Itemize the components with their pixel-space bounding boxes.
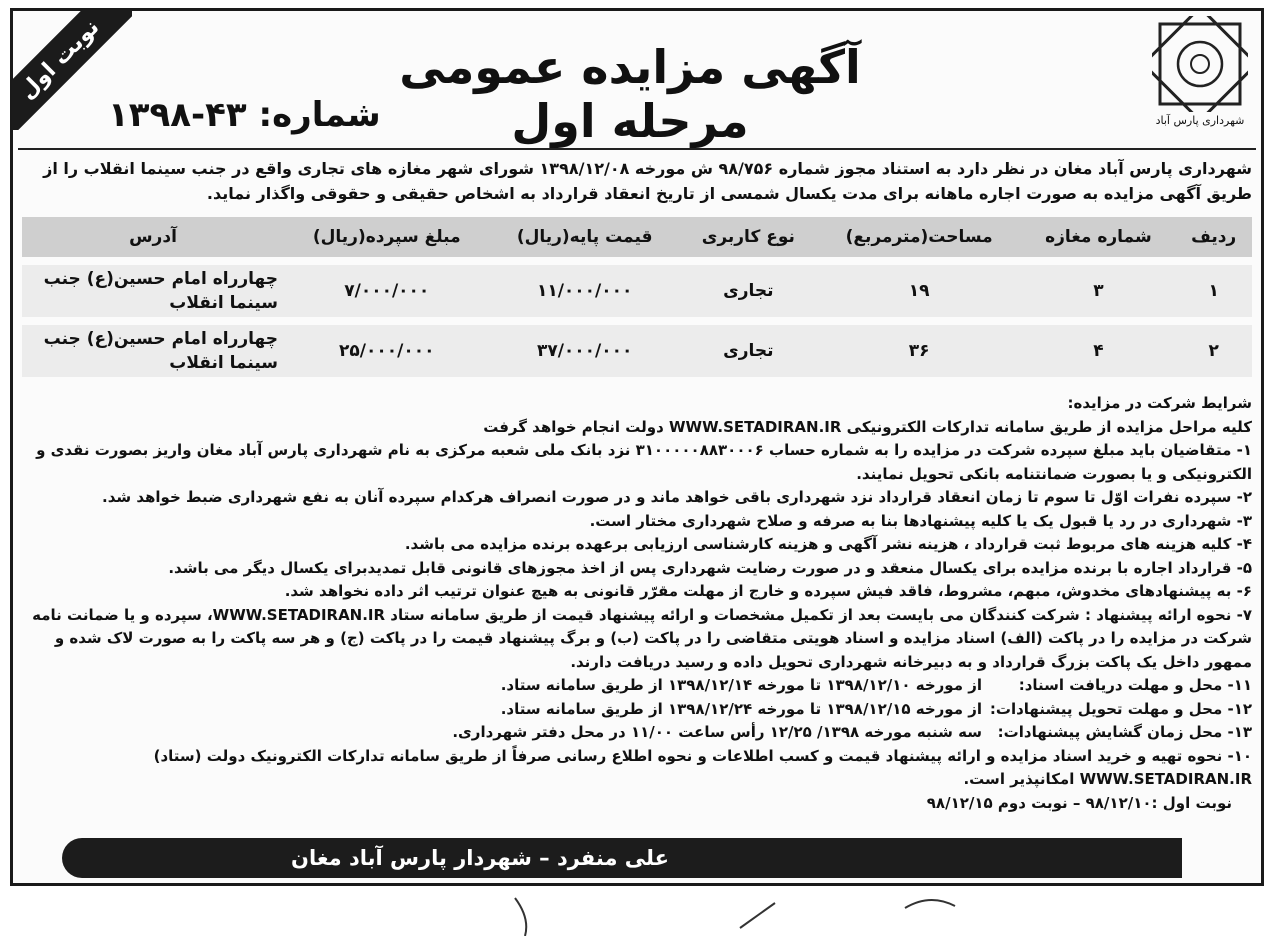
column-header: ردیف: [1175, 217, 1252, 261]
terms-item: ۷- نحوه ارائه پیشنهاد : شرکت کنندگان می بایست بعد از تکمیل مشخصات و ارائه پیشنهاد قیمت از طریق سامانه ستاد WWW.SETADIRAN.IR، سپرده و یا ضمانت نامه شرکت در مزایده را در پاکت (الف) اسناد مزایده و اسناد هویتی متقاضی را در پاکت (ب) و برگ پیشنهاد قیمت را در پاکت (ج) و هر سه پاکت را به صورت لاک شده و ممهور داخل یک پاکت بزرگ قرارداد و به دبیرخانه شهرداری تحویل داده و رسید دریافت دارند.: [32, 605, 1252, 671]
schedule-label: ۱۱- محل و مهلت دریافت اسناد:: [1018, 676, 1252, 694]
schedule-value: سه شنبه مورخه ۱۳۹۸/ ۱۲/۲۵ رأس ساعت ۱۱/۰۰ در محل دفتر شهرداری.: [452, 723, 982, 741]
table-cell: ۳۶: [817, 321, 1022, 377]
terms-item: ۶- به پیشنهادهای مخدوش، مبهم، مشروط، فاقد فیش سپرده و خارج از مهلت مقرّر قانونی به هیچ عنوان ترتیب اثر داده نخواهد شد.: [284, 582, 1252, 600]
schedule-value: از مورخه ۱۳۹۸/۱۲/۱۰ تا مورخه ۱۳۹۸/۱۲/۱۴ از طریق سامانه ستاد.: [500, 676, 982, 694]
schedule-list: [22, 674, 1252, 745]
column-header: نوع کاربری: [680, 217, 817, 261]
terms-section: [22, 392, 1252, 815]
terms-item: ۲- سپرده نفرات اوّل تا سوم تا زمان انعقاد قرارداد نزد شهرداری باقی خواهد ماند و در صورت انصراف هرکدام سپرده آنان به نفع شهرداری ضبط خواهد شد.: [102, 488, 1252, 506]
schedule-item: [22, 721, 1252, 745]
schedule-item: [22, 674, 1252, 698]
notice-title: آگهی مزایده عمومی مرحله اول: [399, 40, 861, 148]
table-body: [22, 261, 1252, 377]
table-cell: ۳: [1022, 261, 1176, 321]
table-cell: ۷/۰۰۰/۰۰۰: [284, 261, 490, 321]
table-cell: تجاری: [680, 261, 817, 321]
intro-paragraph: شهرداری پارس آباد مغان در نظر دارد به استناد مجوز شماره ۹۸/۷۵۶ ش مورخه ۱۳۹۸/۱۲/۰۸ شورای شهر مغازه های تجاری واقع در جنب سینما انقلاب را از طریق آگهی مزایده به صورت اجاره ماهانه برای مدت یکسال شمسی از تاریخ انعقاد قرارداد به اشخاص حقیقی و حقوقی واگذار نماید.: [43, 159, 1252, 203]
terms-item: کلیه مراحل مزایده از طریق سامانه تدارکات الکترونیکی WWW.SETADIRAN.IR دولت انجام خواهد گرفت: [483, 417, 1252, 436]
terms-item: ۳- شهرداری در رد یا قبول یک یا کلیه پیشنهادها بنا به صرفه و صلاح شهرداری مختار است.: [589, 511, 1252, 530]
table-cell: ۱۱/۰۰۰/۰۰۰: [490, 261, 680, 321]
table-cell: ۲۵/۰۰۰/۰۰۰: [284, 321, 490, 377]
terms-item: ۴- کلیه هزینه های مربوط ثبت قرارداد ، هزینه نشر آگهی و هزینه کارشناسی ارزیابی برعهده برنده مزایده می باشد.: [404, 535, 1252, 553]
logo-caption: شهرداری پارس آباد: [1155, 114, 1245, 127]
table-cell: ۱: [1175, 261, 1252, 321]
table-cell: ۳۷/۰۰۰/۰۰۰: [490, 321, 680, 377]
municipality-logo: [1144, 16, 1256, 134]
schedule-item: [22, 698, 1252, 722]
notice-number: شماره: ۴۳-۱۳۹۸: [108, 95, 381, 135]
terms-item: ۵- قرارداد اجاره با برنده مزایده برای یکسال منعقد و در صورت رضایت شهرداری پس از اخذ مجوزهای قانونی قابل تمدیدبرای یکسال دیگر می باشد.: [168, 558, 1252, 577]
table-row: [22, 321, 1252, 377]
column-header: مساحت(مترمربع): [817, 217, 1022, 261]
column-header: مبلغ سپرده(ریال): [284, 217, 490, 261]
column-header: شماره مغازه: [1022, 217, 1176, 261]
schedule-label: ۱۲- محل و مهلت تحویل پیشنهادات:: [989, 699, 1252, 718]
table-cell: چهارراه امام حسین(ع) جنب سینما انقلاب: [22, 261, 284, 321]
table-header-row: [22, 217, 1252, 261]
terms-list: [22, 416, 1252, 675]
table-cell: چهارراه امام حسین(ع) جنب سینما انقلاب: [22, 321, 284, 377]
handwritten-marks: [0, 888, 1274, 936]
table-cell: ۱۹: [817, 261, 1022, 321]
column-header: قیمت پایه(ریال): [490, 217, 680, 261]
schedule-label: ۱۳- محل زمان گشایش پیشنهادات:: [997, 723, 1252, 741]
shops-table: [22, 217, 1252, 377]
municipality-emblem-icon: [1152, 16, 1248, 112]
mayor-signature: علی منفرد – شهردار پارس آباد مغان: [291, 846, 669, 870]
column-header: آدرس: [22, 217, 284, 261]
table-row: [22, 261, 1252, 321]
table-cell: ۲: [1175, 321, 1252, 377]
first-round-ribbon: نوبت اول: [12, 10, 132, 130]
divider: [18, 148, 1256, 150]
table-cell: تجاری: [680, 321, 817, 377]
terms-heading: شرایط شرکت در مزایده:: [1067, 394, 1252, 412]
terms-item: ۱- متقاضیان باید مبلغ سپرده شرکت در مزایده را به شماره حساب ۳۱۰۰۰۰۰۸۸۳۰۰۰۶ نزد بانک ملی شعبه مرکزی به نام شهرداری پارس آباد مغان واریز بصورت نقدی و الکترونیکی و یا بصورت ضمانتنامه بانکی تحویل نمایند.: [36, 441, 1252, 483]
publication-dates: نوبت اول :۹۸/۱۲/۱۰ – نوبت دوم ۹۸/۱۲/۱۵: [926, 793, 1232, 812]
table-cell: ۴: [1022, 321, 1176, 377]
schedule-value: از مورخه ۱۳۹۸/۱۲/۱۵ تا مورخه ۱۳۹۸/۱۲/۲۴ از طریق سامانه ستاد.: [500, 699, 982, 718]
terms-final: ۱۰- نحوه تهیه و خرید اسناد مزایده و ارائه پیشنهاد قیمت و کسب اطلاعات و نحوه اطلاع رسانی صرفاً از طریق سامانه تدارکات الکترونیک دولت (ستاد) WWW.SETADIRAN.IR امکانپذیر است.: [153, 746, 1252, 788]
